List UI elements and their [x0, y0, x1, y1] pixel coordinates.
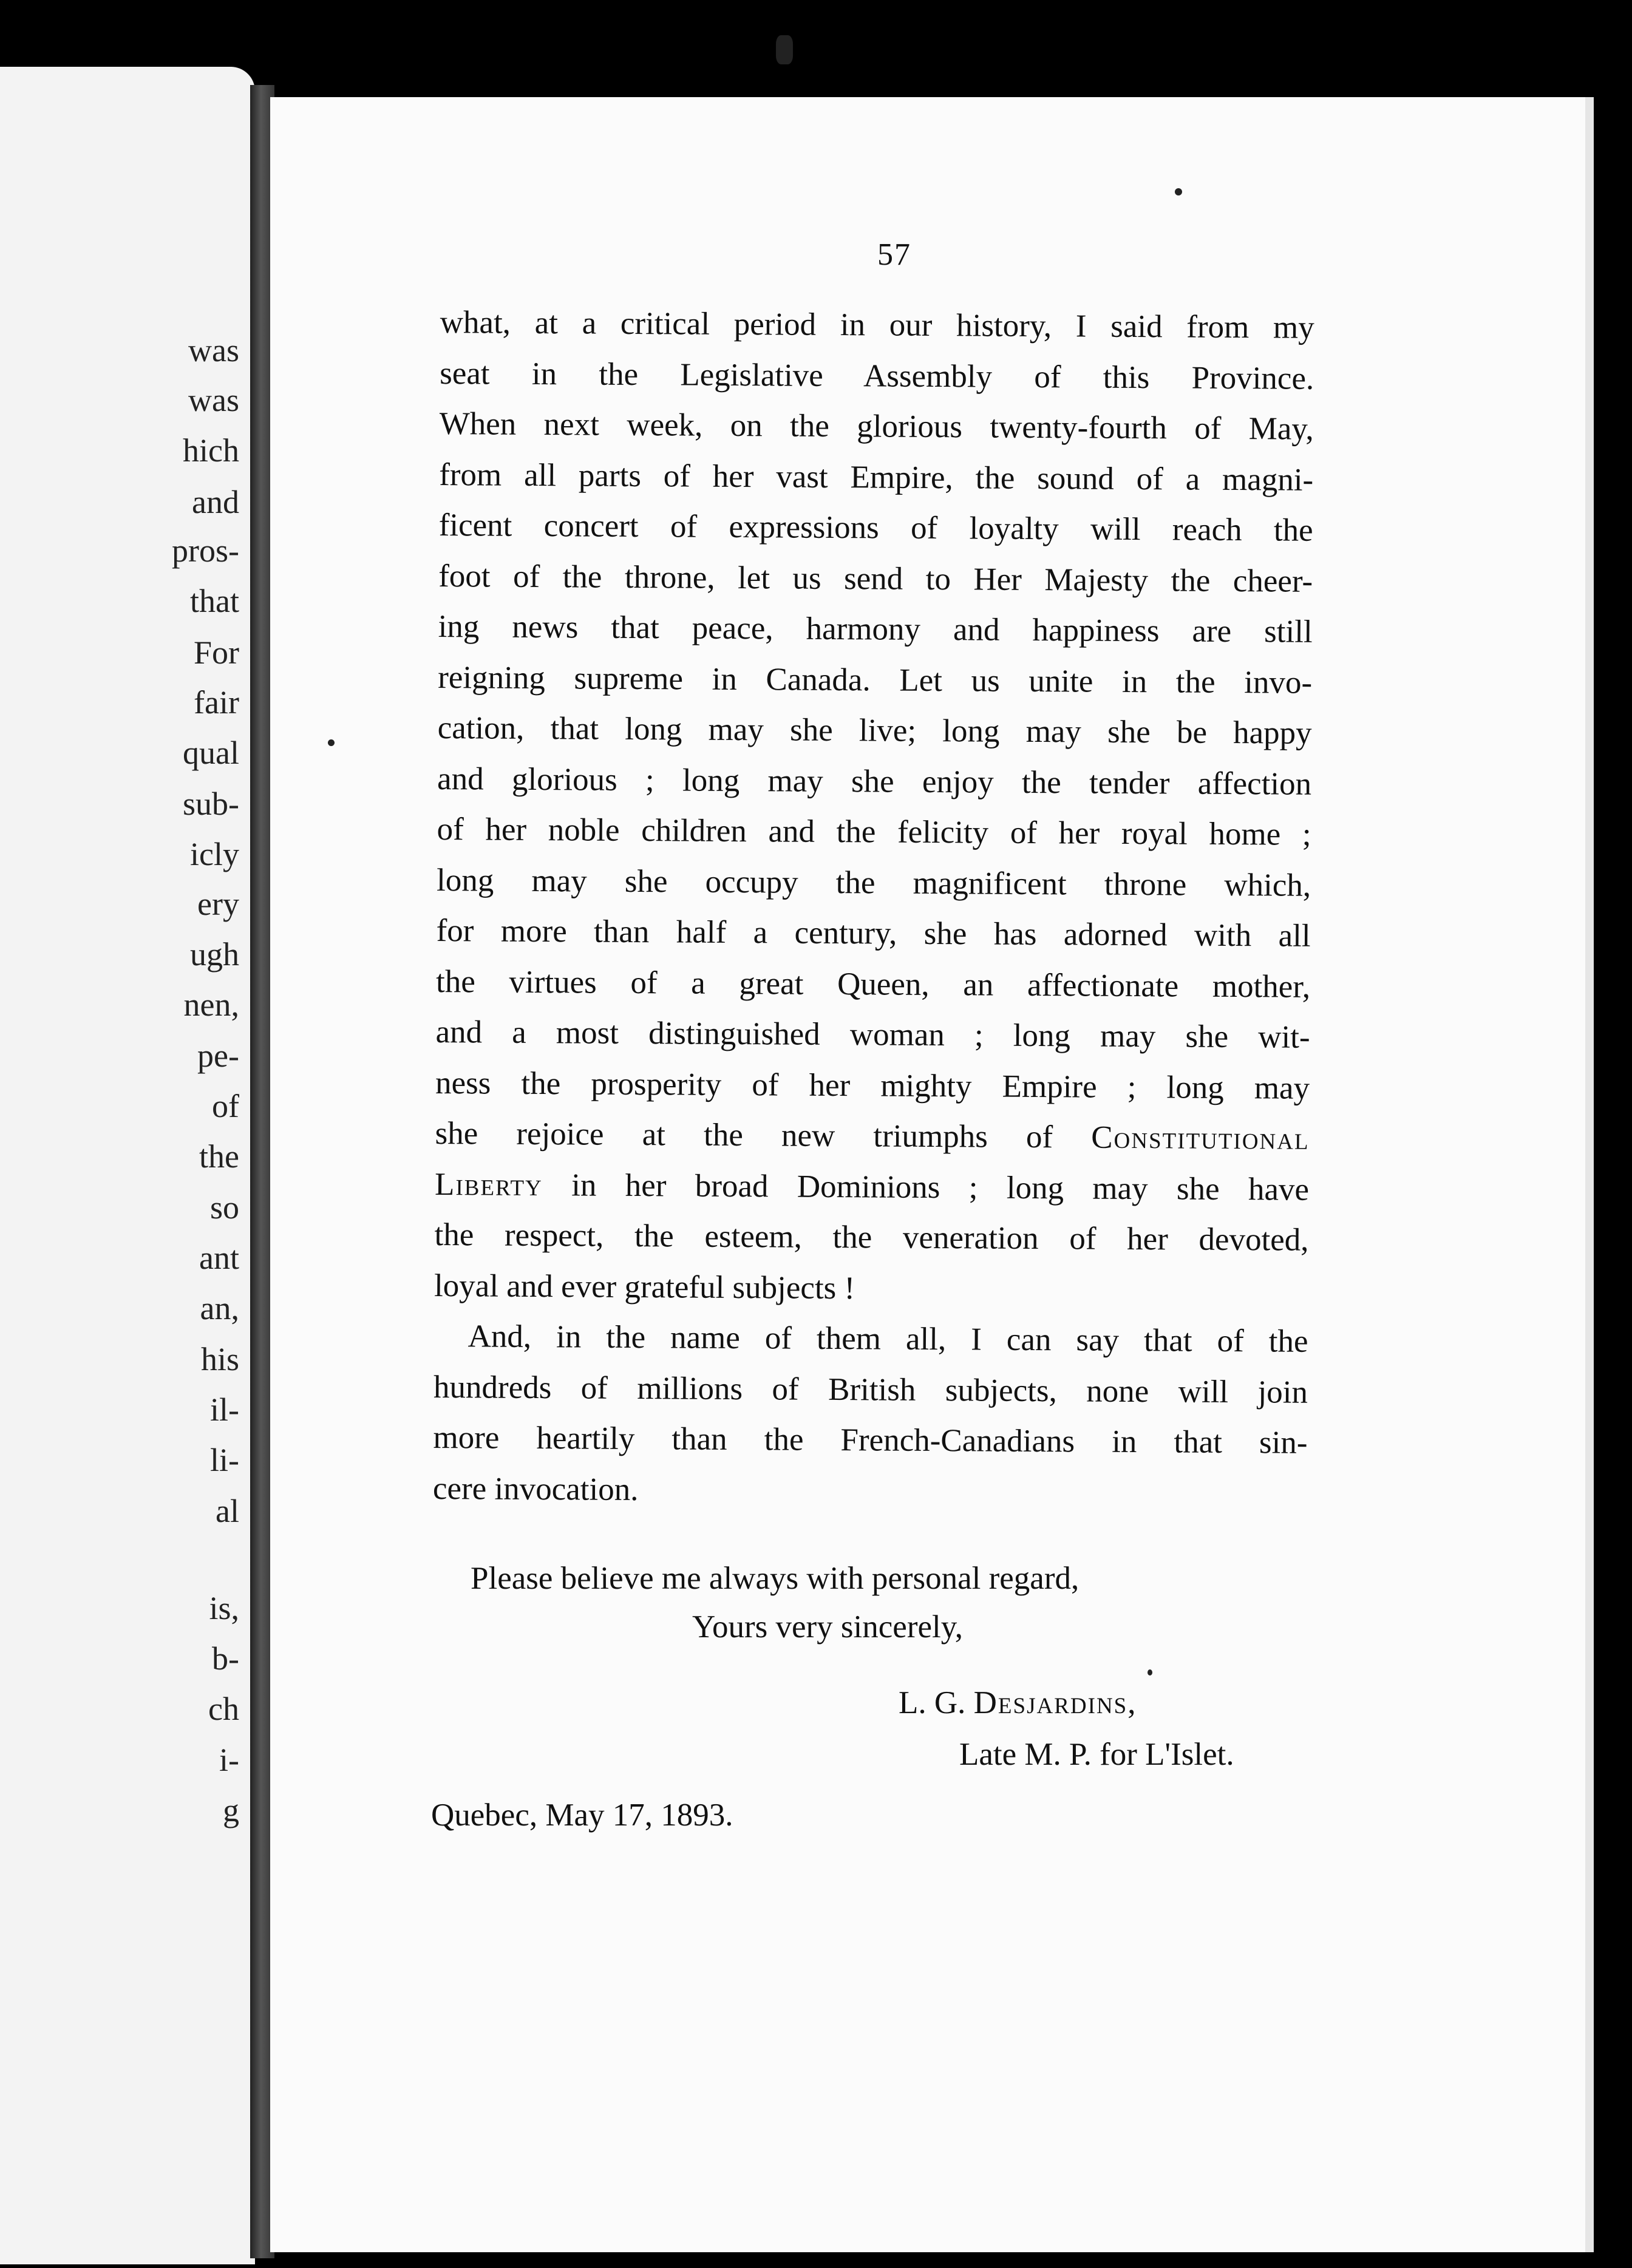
left-page-fragment: ery [197, 886, 239, 922]
left-page-fragment: of [212, 1088, 239, 1124]
left-page-fragment: so [209, 1189, 239, 1226]
left-page-fragment: fair [194, 684, 239, 721]
print-speck [328, 739, 335, 746]
print-blot [776, 35, 793, 64]
author-title: Late M. P. for L'Islet. [959, 1737, 1234, 1772]
body-line: foot of the throne, let us send to Her Majesty the cheer- [438, 558, 1313, 599]
body-line: and a most distinguished woman ; long may she wit- [435, 1014, 1310, 1055]
left-page-fragment: was [188, 332, 239, 368]
left-page-fragment: qual [183, 735, 239, 771]
left-page-fragment: nen, [183, 986, 239, 1023]
body-line-text: in her broad Dominions ; long may she have [571, 1167, 1310, 1207]
left-page-fragment: is, [209, 1590, 239, 1626]
right-page [270, 97, 1594, 2252]
dateline: Quebec, May 17, 1893. [431, 1798, 733, 1833]
left-page-fragment: li- [210, 1442, 239, 1478]
body-line: what, at a critical period in our history, I said from my [440, 304, 1314, 345]
body-line-text: she rejoice at the new triumphs of [435, 1115, 1053, 1155]
body-line: and glorious ; long may she enjoy the tender affection [437, 761, 1312, 802]
left-page-fragment: il- [210, 1391, 239, 1428]
body-line: When next week, on the glorious twenty-fourth of May, [439, 406, 1314, 447]
body-line: long may she occupy the magnificent throne which, [436, 862, 1311, 903]
print-speck [1148, 1669, 1152, 1676]
left-page-fragment: an, [200, 1290, 239, 1326]
paragraph-line: more heartily than the French-Canadians in that sin- [433, 1419, 1308, 1461]
left-page-fragment: ch [208, 1691, 239, 1727]
small-caps-liberty: Liberty [434, 1166, 543, 1203]
left-page-fragment: g [223, 1792, 239, 1828]
signature-initials: L. G. [899, 1685, 966, 1720]
left-page-fragment: hich [183, 432, 239, 469]
body-line: seat in the Legislative Assembly of this Province. [440, 355, 1314, 396]
left-page-fragment: and [192, 484, 239, 520]
print-speck [1175, 188, 1182, 195]
signature-surname: Desjardins, [973, 1685, 1137, 1720]
body-line: ness the prosperity of her mighty Empire ; long may [435, 1065, 1310, 1106]
body-line: of her noble children and the felicity of her royal home ; [437, 811, 1311, 852]
body-line: loyal and ever grateful subjects ! [433, 1268, 855, 1306]
page-edge [1585, 97, 1594, 2252]
left-page-fragment: pros- [172, 532, 239, 569]
signature [899, 1685, 1137, 1721]
left-page-fragment: For [193, 634, 239, 671]
left-page-fragment: ugh [190, 936, 239, 973]
left-page-fragment: ant [199, 1240, 239, 1276]
page-number: 57 [877, 237, 911, 272]
left-page [0, 67, 255, 2264]
body-line: from all parts of her vast Empire, the sound of a magni- [439, 457, 1314, 498]
body-line: reigning supreme in Canada. Let us unite in the invo- [438, 659, 1313, 701]
left-page-fragment: b- [212, 1640, 239, 1677]
body-line: ficent concert of expressions of loyalty will reach the [438, 507, 1313, 548]
body-line: cation, that long may she live; long may she be happy [437, 710, 1312, 751]
sign-off: Yours very sincerely, [692, 1609, 964, 1645]
paragraph-line: hundreds of millions of British subjects, none will join [433, 1369, 1308, 1410]
left-page-fragment: the [199, 1138, 239, 1175]
left-page-fragment: i- [219, 1742, 239, 1778]
letter-body [433, 297, 1314, 1519]
paragraph-line: And, in the name of them all, I can say that of the [467, 1319, 1308, 1359]
left-page-fragment: was [188, 382, 239, 418]
body-line [435, 1109, 1309, 1164]
left-page-fragment: sub- [183, 786, 239, 822]
left-page-fragment: that [190, 583, 239, 619]
left-page-fragment: pe- [197, 1037, 239, 1074]
small-caps-constitutional: Constitutional [1091, 1119, 1310, 1156]
left-page-fragment: al [216, 1493, 239, 1529]
body-line: ing news that peace, harmony and happiness are still [438, 608, 1313, 650]
body-line: for more than half a century, she has adorned with all [436, 912, 1311, 954]
closing-regards: Please believe me always with personal regard, [471, 1561, 1080, 1596]
left-page-fragment: icly [190, 836, 239, 872]
body-line: the respect, the esteem, the veneration of her devoted, [434, 1217, 1309, 1258]
body-line [435, 1159, 1309, 1215]
body-line: the virtues of a great Queen, an affectionate mother, [435, 963, 1311, 1005]
left-page-fragment: his [200, 1341, 239, 1377]
paragraph-line: cere invocation. [432, 1470, 639, 1507]
